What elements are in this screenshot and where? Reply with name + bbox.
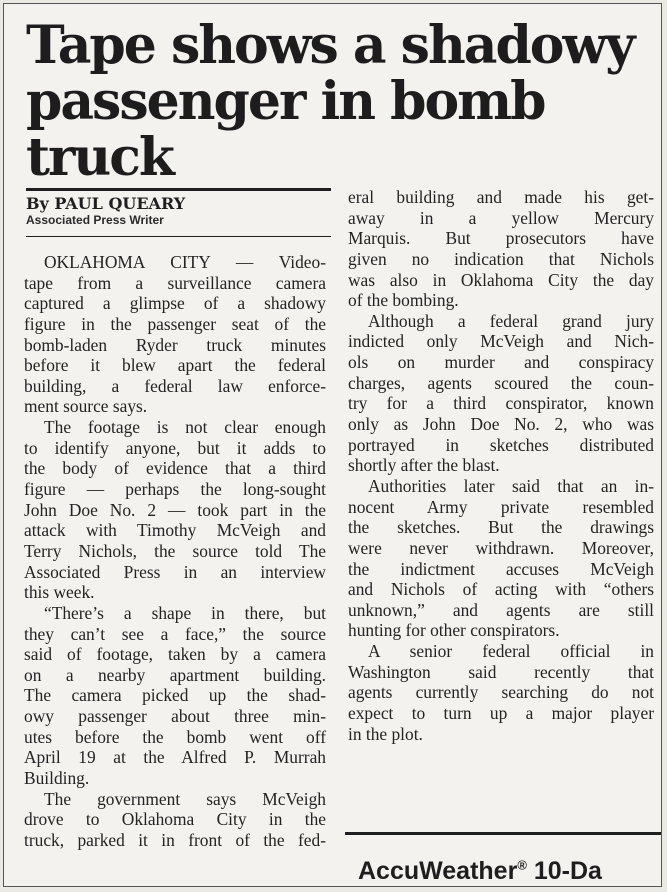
article-text-line: expect to turn up a major player xyxy=(348,703,654,724)
article-text-line: before it blew apart the federal xyxy=(24,355,326,376)
byline: By PAUL QUEARY xyxy=(26,194,186,213)
byline-top-rule xyxy=(26,188,331,191)
article-text-line: eral building and made his get- xyxy=(348,187,654,207)
headline-line-2: passenger in bomb truck xyxy=(26,71,545,188)
article-text-line: away in a yellow Mercury xyxy=(348,207,654,228)
article-text-line: OKLAHOMA CITY — Video- xyxy=(44,252,326,272)
article-text-line: portrayed in sketches distributed xyxy=(348,434,654,455)
article-text-line: were never withdrawn. Moreover, xyxy=(348,537,654,558)
article-text-line: Marquis. But prosecutors have xyxy=(348,228,654,249)
article-text-line: The government says McVeigh xyxy=(44,788,326,809)
article-text-line: Although a federal grand jury xyxy=(368,310,654,331)
article-text-line: unknown,” and agents are still xyxy=(348,599,654,620)
headline xyxy=(26,15,656,188)
article-text-line: on a nearby apartment building. xyxy=(24,664,326,685)
article-text-line: building, a federal law enforce- xyxy=(24,375,326,396)
article-text-line: The camera picked up the shad- xyxy=(24,685,326,706)
byline-bottom-rule xyxy=(26,236,331,237)
newspaper-clipping xyxy=(3,3,662,887)
article-text-line: truck, parked it in front of the fed- xyxy=(24,829,326,850)
article-text-line: Authorities later said that an in- xyxy=(368,475,654,496)
article-text-line: indicted only McVeigh and Nich- xyxy=(348,331,654,352)
byline-credit: Associated Press Writer xyxy=(26,213,164,227)
article-text-line: captured a glimpse of a shadowy xyxy=(24,293,326,314)
article-text-line: April 19 at the Alfred P. Murrah xyxy=(24,747,326,768)
article-text-line: they can’t see a face,” the source xyxy=(24,623,326,644)
article-text-line: tape from a surveillance camera xyxy=(24,272,326,293)
article-text-line: charges, agents scoured the coun- xyxy=(348,372,654,393)
article-text-line: the body of evidence that a third xyxy=(24,458,326,479)
article-text-line: was also in Oklahoma City the day xyxy=(348,269,654,290)
article-text-line: said of footage, taken by a camera xyxy=(24,644,326,665)
article-text-line: this week. xyxy=(24,582,95,603)
article-text-line: ment source says. xyxy=(24,396,148,417)
article-text-line: John Doe No. 2 — took part in the xyxy=(24,499,326,520)
article-text-line: Associated Press in an interview xyxy=(24,561,326,582)
article-text-line: The footage is not clear enough xyxy=(44,417,326,438)
article-text-line: only as John Doe No. 2, who was xyxy=(348,414,654,435)
ad-banner-suffix: 10-Da xyxy=(526,857,602,885)
article-text-line: drove to Oklahoma City in the xyxy=(24,809,326,830)
article-text-line: and Nichols of acting with “others xyxy=(348,579,654,600)
article-text-line: in the plot. xyxy=(348,723,423,744)
article-text-line: Building. xyxy=(24,768,90,789)
article-column-2 xyxy=(348,187,654,744)
article-text-line: owy passenger about three min- xyxy=(24,706,326,727)
article-text-line: hunting for other conspirators. xyxy=(348,620,560,641)
article-text-line: utes before the bomb went off xyxy=(24,726,326,747)
article-text-line: Terry Nichols, the source told The xyxy=(24,540,326,561)
article-text-line: of the bombing. xyxy=(348,290,459,311)
article-text-line: Washington said recently that xyxy=(348,661,654,682)
article-text-line: given no indication that Nichols xyxy=(348,248,654,269)
article-text-line: A senior federal official in xyxy=(368,641,654,662)
article-text-line: nocent Army private resembled xyxy=(348,496,654,517)
ad-banner xyxy=(358,857,602,886)
article-column-1 xyxy=(24,252,326,851)
article-text-line: agents currently searching do not xyxy=(348,682,654,703)
ad-divider-rule xyxy=(345,832,661,835)
article-text-line: figure — perhaps the long-sought xyxy=(24,479,326,500)
article-text-line: shortly after the blast. xyxy=(348,455,500,476)
article-text-line: ols on murder and conspiracy xyxy=(348,352,654,373)
article-text-line: bomb-laden Ryder truck minutes xyxy=(24,334,326,355)
article-text-line: the sketches. But the drawings xyxy=(348,517,654,538)
ad-banner-brand: AccuWeather xyxy=(358,857,518,885)
article-text-line: to identify anyone, but it adds to xyxy=(24,437,326,458)
article-text-line: try for a third conspirator, known xyxy=(348,393,654,414)
article-text-line: attack with Timothy McVeigh and xyxy=(24,520,326,541)
article-text-line: the indictment accuses McVeigh xyxy=(348,558,654,579)
article-text-line: “There’s a shape in there, but xyxy=(44,602,326,623)
article-text-line: figure in the passenger seat of the xyxy=(24,313,326,334)
headline-line-1: Tape shows a shadowy xyxy=(26,15,634,76)
registered-mark: ® xyxy=(517,857,527,873)
